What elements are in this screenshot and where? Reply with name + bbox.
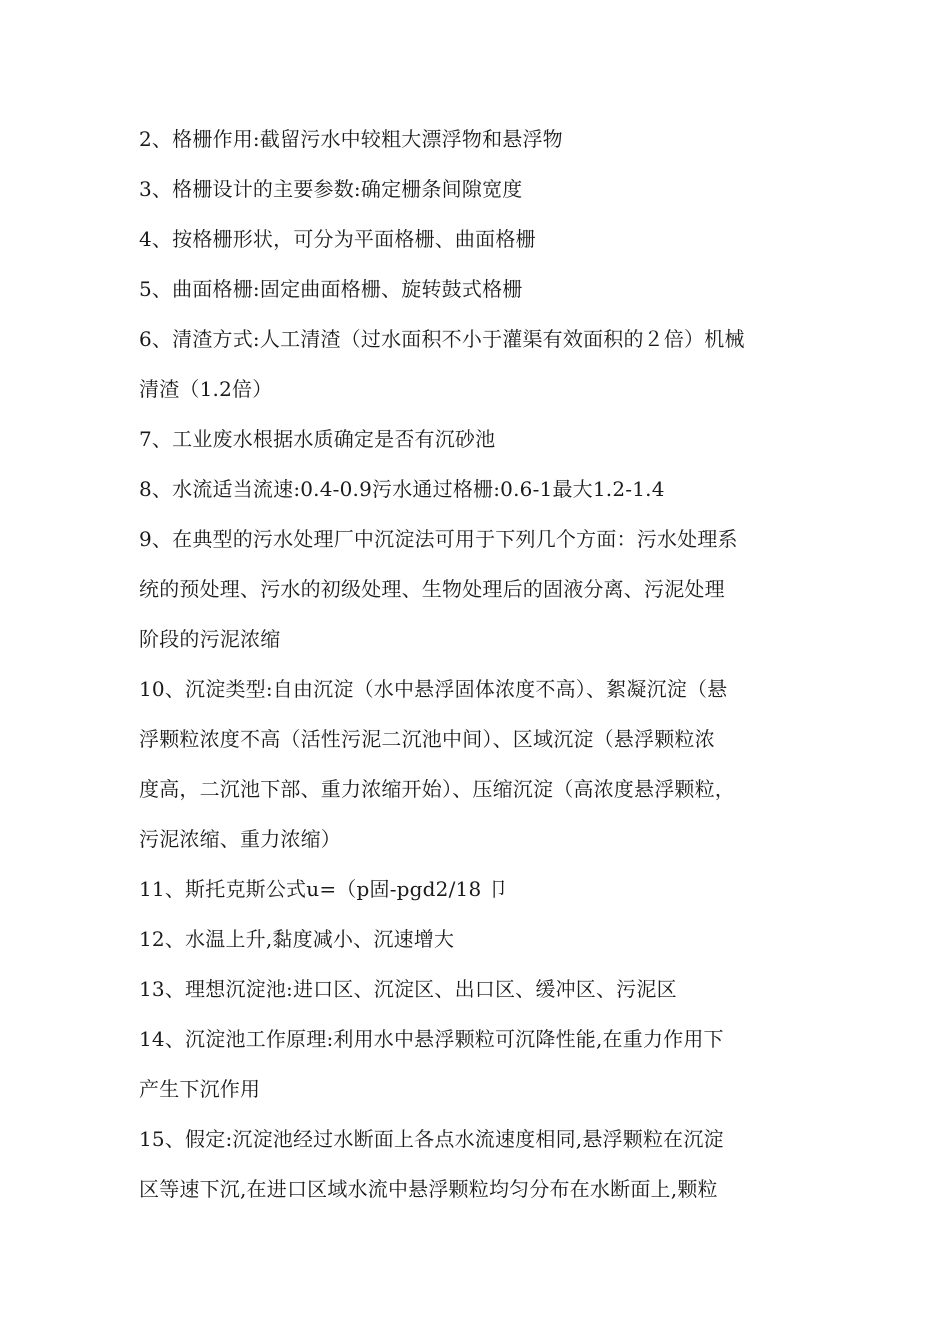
text-line-12: 10、沉淀类型:自由沉淀（水中悬浮固体浓度不高）、絮凝沉淀（悬 <box>139 677 728 701</box>
text-line-17: 12、水温上升,黏度减小、沉速增大 <box>139 927 455 951</box>
text-line-2: 3、格栅设计的主要参数:确定栅条间隙宽度 <box>139 177 523 201</box>
text-line-22: 区等速下沉,在进口区域水流中悬浮颗粒均匀分布在水断面上,颗粒 <box>139 1177 718 1201</box>
text-line-21: 15、假定:沉淀池经过水断面上各点水流速度相同,悬浮颗粒在沉淀 <box>139 1127 724 1151</box>
document-body <box>139 114 819 1214</box>
text-line-15: 污泥浓缩、重力浓缩） <box>139 827 341 851</box>
text-line-3: 4、按格栅形状，可分为平面格栅、曲面格栅 <box>139 227 536 251</box>
text-line-16: 11、斯托克斯公式u=（p固-pgd2/18 卩 <box>139 877 509 901</box>
text-line-20: 产生下沉作用 <box>139 1077 261 1101</box>
text-line-5: 6、清渣方式:人工清渣（过水面积不小于灌渠有效面积的２倍）机械 <box>139 327 745 351</box>
text-line-8: 8、水流适当流速:0.4-0.9污水通过格栅:0.6-1最大1.2-1.4 <box>139 477 665 501</box>
text-line-18: 13、理想沉淀池:进口区、沉淀区、出口区、缓冲区、污泥区 <box>139 977 677 1001</box>
text-line-11: 阶段的污泥浓缩 <box>139 627 281 651</box>
text-line-1: 2、格栅作用:截留污水中较粗大漂浮物和悬浮物 <box>139 127 563 151</box>
text-line-14: 度高，二沉池下部、重力浓缩开始）、压缩沉淀（高浓度悬浮颗粒， <box>139 777 735 801</box>
text-line-6: 清渣（1.2倍） <box>139 377 273 401</box>
text-line-13: 浮颗粒浓度不高（活性污泥二沉池中间）、区域沉淀（悬浮颗粒浓 <box>139 727 715 751</box>
text-line-7: 7、工业废水根据水质确定是否有沉砂池 <box>139 427 496 451</box>
text-line-10: 统的预处理、污水的初级处理、生物处理后的固液分离、污泥处理 <box>139 577 725 601</box>
text-line-4: 5、曲面格栅:固定曲面格栅、旋转鼓式格栅 <box>139 277 523 301</box>
text-line-9: 9、在典型的污水处理厂中沉淀法可用于下列几个方面：污水处理系 <box>139 527 738 551</box>
text-line-19: 14、沉淀池工作原理:利用水中悬浮颗粒可沉降性能,在重力作用下 <box>139 1027 724 1051</box>
